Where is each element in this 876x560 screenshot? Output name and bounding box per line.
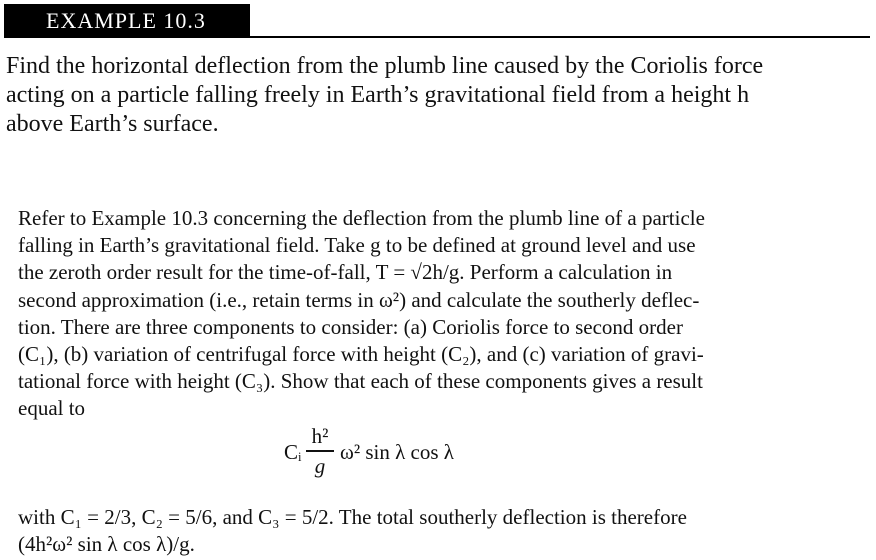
conclusion-line: (4h²ω² sin λ cos λ)/g. <box>18 532 195 556</box>
header-rule <box>250 36 870 38</box>
problem-line: acting on a particle falling freely in Earth’s gravitational field from a height h <box>6 82 750 108</box>
exercise-line: second approximation (i.e., retain terms in ω²) and calculate the southerly deflec- <box>18 287 700 312</box>
example-label: EXAMPLE 10.3 <box>4 4 250 38</box>
exercise-line: Refer to Example 10.3 concerning the deflection from the plumb line of a particle <box>18 206 705 230</box>
problem-line: Find the horizontal deflection from the plumb line caused by the Coriolis force <box>6 53 764 79</box>
formula-coefficient: Cᵢ <box>284 440 302 464</box>
exercise-line: the zeroth order result for the time-of-fall, T = √2h/g. Perform a calculation in <box>18 260 673 285</box>
problem-statement <box>6 52 872 139</box>
exercise-line: tational force with height (C₃). Show that each of these components gives a result <box>18 369 703 394</box>
example-header <box>0 2 876 40</box>
exercise-line: equal to <box>18 396 86 421</box>
exercise-line: falling in Earth’s gravitational field. Take g to be defined at ground level and use <box>18 233 696 258</box>
deflection-formula <box>284 424 544 486</box>
conclusion-line: with C₁ = 2/3, C₂ = 5/6, and C₃ = 5/2. The total southerly deflection is therefore <box>18 505 687 529</box>
formula-fraction <box>306 424 334 478</box>
formula-trig-part: ω² sin λ cos λ <box>340 440 454 464</box>
exercise-line: tion. There are three components to consider: (a) Coriolis force to second order <box>18 314 683 339</box>
exercise-text <box>18 205 818 423</box>
exercise-line: (C₁), (b) variation of centrifugal force with height (C₂), and (c) variation of gravi- <box>18 342 704 367</box>
formula-numerator: h² <box>311 424 329 448</box>
formula-denominator: g <box>314 453 326 478</box>
conclusion-text <box>18 504 818 558</box>
fraction-bar <box>306 450 334 452</box>
problem-line: above Earth’s surface. <box>6 111 219 137</box>
